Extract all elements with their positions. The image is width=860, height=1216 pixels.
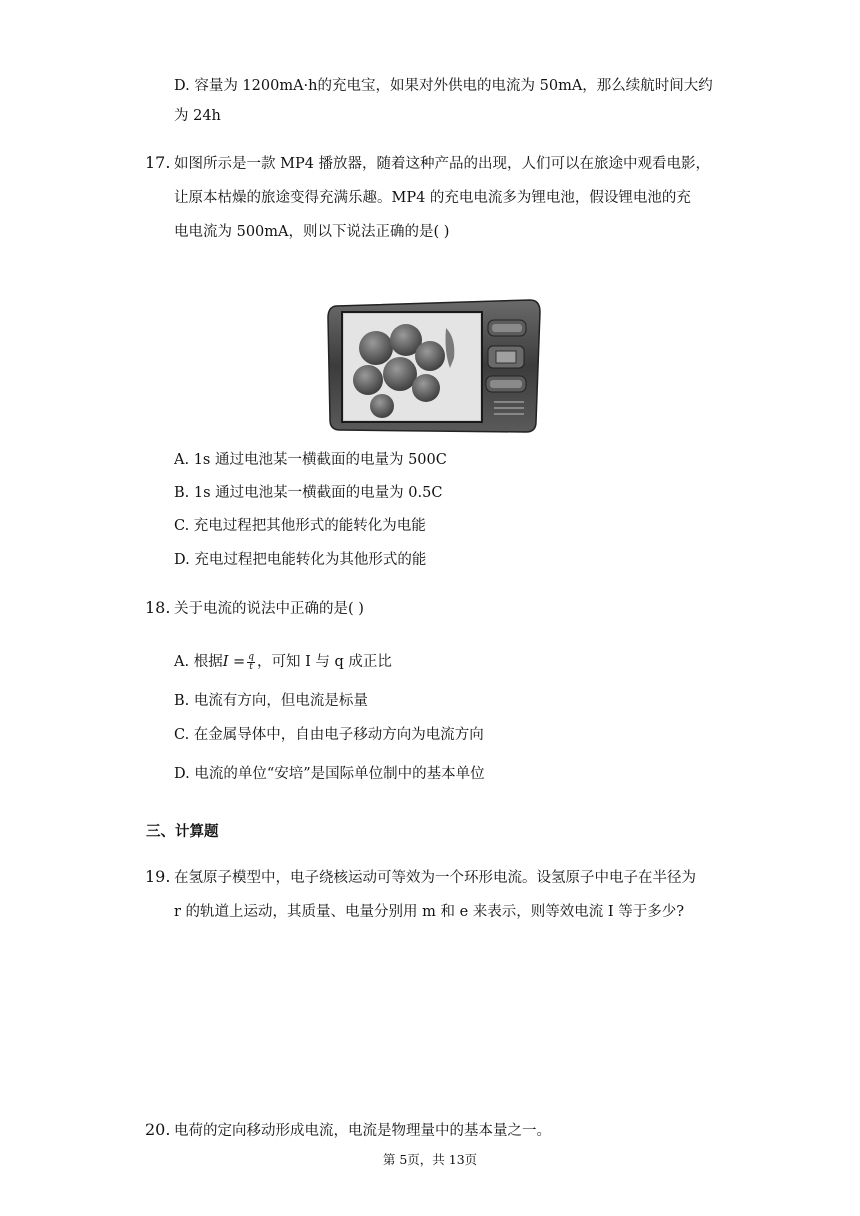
q17-stem-line3: 电电流为 500mA，则以下说法正确的是( ) — [174, 224, 450, 240]
q17-stem-line1: 如图所示是一款 MP4 播放器，随着这种产品的出现，人们可以在旅途中观看电影， — [174, 156, 711, 172]
q18-number: 18. — [145, 598, 171, 617]
q17-option-c: C. 充电过程把其他形式的能转化为电能 — [174, 518, 426, 534]
q18-option-b: B. 电流有方向，但电流是标量 — [174, 693, 368, 709]
q17-number: 17. — [145, 153, 171, 172]
page-footer: 第 5页，共 13页 — [382, 1152, 478, 1167]
q18-option-a-suffix: ，可知 I 与 q 成正比 — [256, 654, 392, 670]
q16-option-d-line2: 为 24h — [174, 108, 221, 124]
q18-option-d: D. 电流的单位“安培”是国际单位制中的基本单位 — [174, 766, 485, 782]
q19-number: 19. — [145, 867, 171, 886]
q19-line2: r 的轨道上运动，其质量、电量分别用 m 和 e 来表示，则等效电流 I 等于多少? — [174, 904, 685, 920]
q18-fraction — [247, 653, 255, 672]
q16-option-d-line1: D. 容量为 1200mA·h的充电宝，如果对外供电的电流为 50mA，那么续航时间大约 — [174, 78, 713, 94]
q17-option-d: D. 充电过程把电能转化为其他形式的能 — [174, 552, 427, 568]
q18-fraction-denominator: t — [249, 661, 253, 672]
q20-number: 20. — [145, 1120, 171, 1139]
mp4-player-icon — [326, 298, 542, 434]
q18-formula-lhs: I = — [222, 654, 246, 670]
q17-option-a: A. 1s 通过电池某一横截面的电量为 500C — [174, 452, 447, 468]
q17-option-b: B. 1s 通过电池某一横截面的电量为 0.5C — [174, 485, 443, 501]
q18-fraction-numerator: q — [248, 651, 254, 662]
q18-option-c: C. 在金属导体中，自由电子移动方向为电流方向 — [174, 727, 484, 743]
section-heading: 三、计算题 — [146, 824, 219, 840]
q18-option-a — [174, 652, 392, 672]
q19-line1: 在氢原子模型中，电子绕核运动可等效为一个环形电流。设氢原子中电子在半径为 — [174, 870, 696, 886]
q17-stem-line2: 让原本枯燥的旅途变得充满乐趣。MP4 的充电电流多为锂电池，假设锂电池的充 — [174, 190, 691, 206]
q18-stem: 关于电流的说法中正确的是( ) — [174, 601, 364, 617]
q20-line1: 电荷的定向移动形成电流，电流是物理量中的基本量之一。 — [174, 1123, 551, 1139]
q18-option-a-prefix: A. 根据 — [174, 654, 223, 670]
mp4-player-image — [326, 298, 542, 434]
